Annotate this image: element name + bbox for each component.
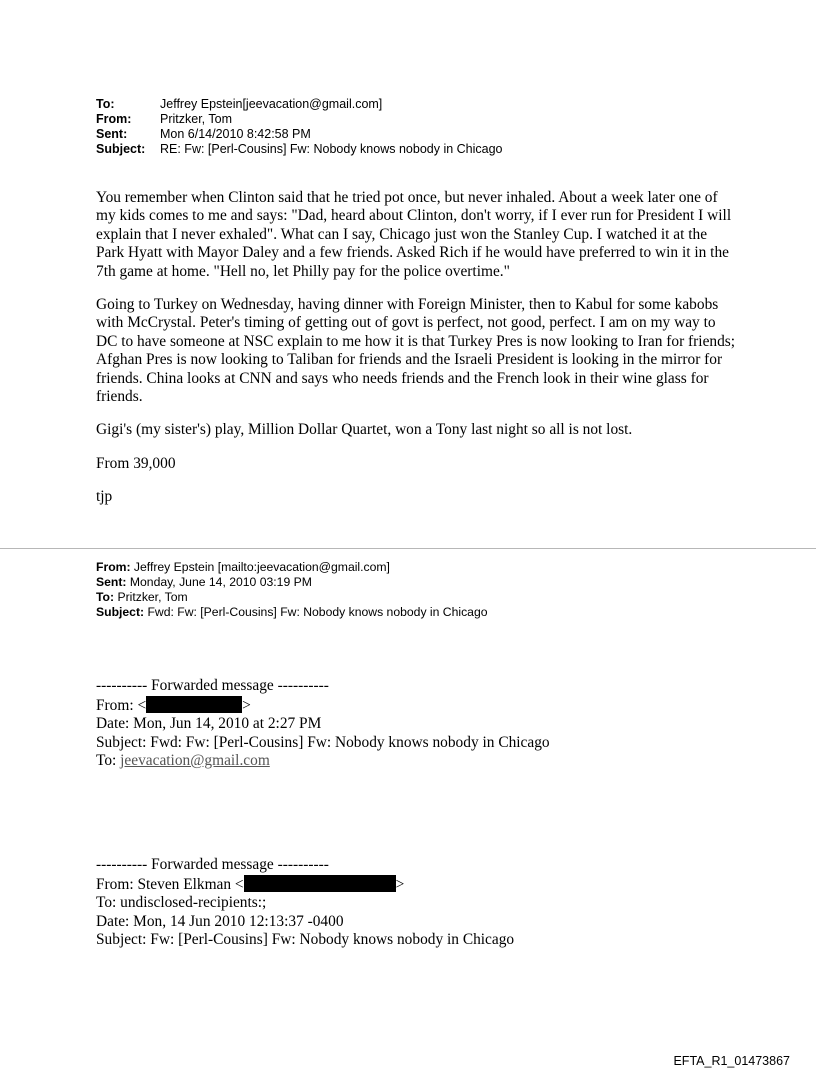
header-sent-label: Sent: — [96, 127, 128, 141]
original-message-header — [96, 560, 488, 620]
forward2-subject: Subject: Fw: [Perl-Cousins] Fw: Nobody knows nobody in Chicago — [96, 931, 515, 948]
header-to-label: To: — [96, 97, 115, 111]
forwarded-message-2 — [96, 856, 514, 950]
header-to-value: Jeffrey Epstein[jeevacation@gmail.com] — [160, 97, 383, 111]
forward2-from-prefix: From: Steven Elkman < — [96, 875, 244, 893]
original-subject-value: Fwd: Fw: [Perl-Cousins] Fw: Nobody knows nobody in Chicago — [147, 605, 488, 619]
original-to-label: To: — [96, 590, 115, 604]
forward1-to-prefix: To: — [96, 752, 121, 769]
header-from-value: Pritzker, Tom — [160, 112, 233, 126]
signature: tjp — [96, 488, 113, 506]
forward1-from-prefix: From: < — [96, 696, 147, 714]
original-from-value: Jeffrey Epstein [mailto:jeevacation@gmail.com] — [133, 560, 390, 574]
forwarded-message-1 — [96, 677, 550, 771]
body-paragraph-4: From 39,000 — [96, 454, 176, 472]
forward1-to-row — [96, 752, 550, 771]
original-to-value: Pritzker, Tom — [117, 590, 188, 604]
forward1-from-row — [96, 696, 550, 716]
forward1-to-email-link[interactable]: jeevacation@gmail.com — [120, 752, 270, 769]
redaction-block — [146, 696, 242, 713]
forward2-date: Date: Mon, 14 Jun 2010 12:13:37 -0400 — [96, 912, 344, 930]
header-subject-label: Subject: — [96, 142, 146, 156]
document-id: EFTA_R1_01473867 — [673, 1054, 790, 1068]
forward1-subject: Subject: Fwd: Fw: [Perl-Cousins] Fw: Nobody knows nobody in Chicago — [96, 733, 550, 751]
redaction-block — [244, 875, 396, 892]
body-paragraph-1: You remember when Clinton said that he tried pot once, but never inhaled. About a week later one of my kids comes to me and says: "Dad, heard about Clinton, don't worry, if I ever run for President I will explain that I never exhaled". What can I say, Chicago just won the Stanley Cup. I watched it at the Park Hyatt with Mayor Daley and a few friends. Asked Rich if he would have preferred to win it in the 7th game at home. "Hell no, let Philly pay for the police overtime." — [96, 189, 732, 280]
header-sent-row — [96, 127, 503, 142]
body-paragraph-3: Gigi's (my sister's) play, Million Dollar Quartet, won a Tony last night so all is not lost. — [96, 421, 633, 439]
forward2-from-suffix: > — [395, 875, 405, 893]
header-subject-value: RE: Fw: [Perl-Cousins] Fw: Nobody knows nobody in Chicago — [160, 142, 503, 156]
original-sent-label: Sent: — [96, 575, 127, 589]
original-subject-row — [96, 605, 488, 620]
forward1-divider: ---------- Forwarded message ---------- — [96, 677, 329, 694]
email-body — [96, 189, 736, 522]
email-header — [96, 97, 503, 157]
forward2-from-row — [96, 875, 514, 895]
original-from-row — [96, 560, 488, 575]
original-sent-row — [96, 575, 488, 590]
header-sent-value: Mon 6/14/2010 8:42:58 PM — [160, 127, 311, 141]
forward1-from-suffix: > — [242, 696, 251, 714]
forward1-date: Date: Mon, Jun 14, 2010 at 2:27 PM — [96, 715, 322, 732]
original-from-label: From: — [96, 560, 131, 574]
header-subject-row — [96, 142, 503, 157]
header-from-label: From: — [96, 112, 132, 126]
header-from-row — [96, 112, 503, 127]
header-to-row — [96, 97, 503, 112]
forward2-to: To: undisclosed-recipients:; — [96, 894, 267, 911]
original-to-row — [96, 590, 488, 605]
forward2-divider: ---------- Forwarded message ---------- — [96, 856, 329, 873]
original-subject-label: Subject: — [96, 605, 145, 619]
original-sent-value: Monday, June 14, 2010 03:19 PM — [129, 575, 312, 589]
body-paragraph-2: Going to Turkey on Wednesday, having dinner with Foreign Minister, then to Kabul for some kabobs with McCrystal. Peter's timing of getting out of govt is perfect, not good, perfect. I am on my way to DC to have someone at NSC explain to me how it is that Turkey Pres is now looking to Iran for friends; Afghan Pres is now looking to Taliban for friends and the Israeli President is looking in the mirror for friends. China looks at CNN and says who needs friends and the French look in their wine glass for friends. — [96, 296, 736, 406]
divider-line — [0, 548, 816, 549]
